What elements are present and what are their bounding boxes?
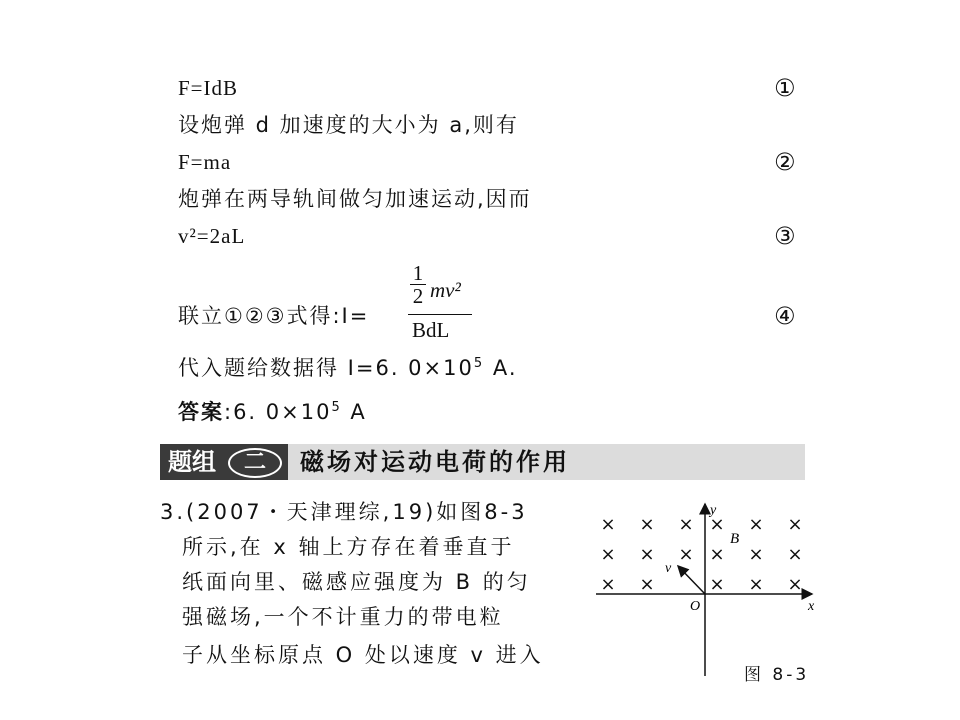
field-cross: × — [709, 574, 725, 595]
origin-label: O — [690, 599, 701, 614]
text-line-3-exponent: 5 — [473, 356, 485, 371]
equation-1-number: ① — [774, 74, 796, 102]
answer-exponent: 5 — [331, 400, 342, 415]
velocity-arrow — [678, 566, 705, 594]
answer-label: 答案 — [178, 400, 224, 424]
question-line-1: 3.(2007・天津理综,19)如图8-3 — [160, 500, 528, 524]
field-cross: × — [748, 574, 764, 595]
text-line-1: 设炮弹 d 加速度的大小为 a,则有 — [178, 113, 519, 137]
fraction-half-numerator: 1 — [412, 261, 424, 285]
fraction-main-bar — [408, 314, 472, 315]
answer-value: :6. 0×10 — [224, 400, 332, 424]
x-axis-label: x — [808, 599, 815, 614]
question-line-4: 强磁场,一个不计重力的带电粒 — [182, 605, 504, 629]
field-label: B — [730, 531, 740, 547]
equation-2: F=ma — [178, 150, 232, 174]
fraction-half — [408, 262, 428, 307]
equation-4-prefix: 联立①②③式得:I= — [178, 304, 370, 328]
field-cross: × — [639, 574, 655, 595]
field-cross: × — [709, 514, 725, 535]
figure-caption: 图 8-3 — [744, 665, 810, 685]
equation-4-number: ④ — [774, 302, 796, 330]
section-header — [160, 444, 805, 480]
fraction-half-denominator: 2 — [412, 284, 424, 308]
answer-line — [178, 398, 367, 426]
section-tag-number: 二 — [228, 448, 282, 478]
field-cross: × — [787, 574, 803, 595]
equation-2-number: ② — [774, 148, 796, 176]
field-cross: × — [639, 544, 655, 565]
section-tag — [160, 444, 288, 480]
text-line-3-suffix: A. — [484, 356, 518, 380]
field-cross: × — [678, 544, 694, 565]
velocity-label: v — [665, 561, 672, 576]
field-cross: × — [748, 544, 764, 565]
fraction-mv: mv² — [430, 278, 461, 302]
y-axis-label: y — [710, 503, 717, 518]
equation-3: v²=2aL — [178, 224, 246, 248]
answer-unit: A — [341, 400, 367, 424]
text-line-3 — [178, 354, 518, 382]
equation-3-number: ③ — [774, 222, 796, 250]
section-tag-label: 题组 — [168, 448, 216, 476]
text-line-3-prefix: 代入题给数据得 I=6. 0×10 — [178, 356, 474, 380]
field-cross: × — [639, 514, 655, 535]
field-cross: × — [748, 514, 764, 535]
field-cross: × — [787, 544, 803, 565]
text-line-2: 炮弹在两导轨间做匀加速运动,因而 — [178, 187, 532, 211]
question-line-3: 纸面向里、磁感应强度为 B 的匀 — [182, 570, 531, 594]
field-cross: × — [600, 544, 616, 565]
fraction-denominator: BdL — [412, 318, 450, 342]
field-crosses — [600, 514, 802, 595]
field-cross: × — [787, 514, 803, 535]
field-cross: × — [600, 514, 616, 535]
section-title: 磁场对运动电荷的作用 — [300, 448, 570, 476]
equation-1: F=IdB — [178, 76, 239, 100]
question-line-2: 所示,在 x 轴上方存在着垂直于 — [182, 535, 515, 559]
field-cross: × — [709, 544, 725, 565]
field-cross: × — [678, 514, 694, 535]
question-line-5: 子从坐标原点 O 处以速度 v 进入 — [182, 643, 544, 667]
field-cross: × — [600, 574, 616, 595]
